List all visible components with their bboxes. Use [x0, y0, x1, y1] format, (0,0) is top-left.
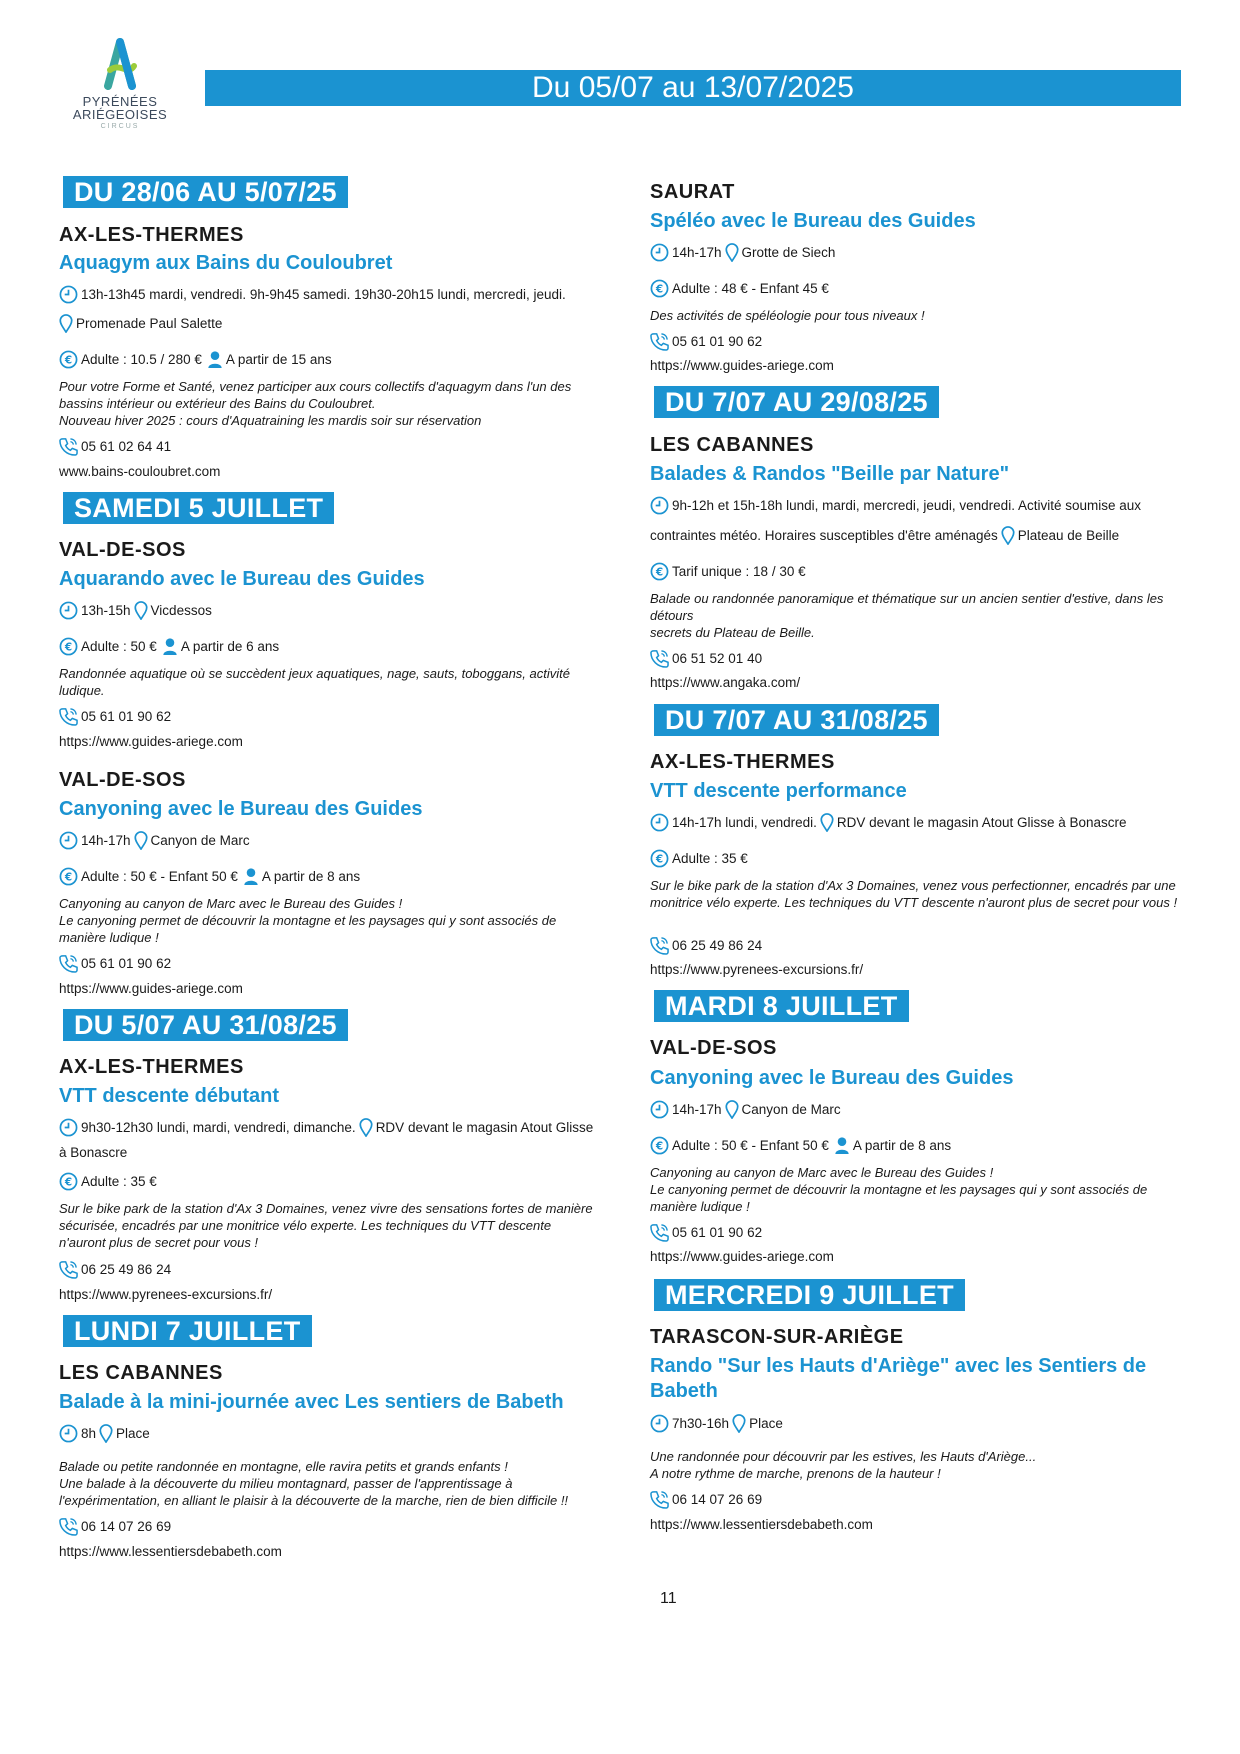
- event-title: Spéléo avec le Bureau des Guides: [650, 210, 976, 232]
- event-title: Aquagym aux Bains du Couloubret: [59, 252, 393, 274]
- logo-mark-icon: [98, 36, 142, 90]
- price-line: [59, 867, 360, 886]
- town-name: VAL-DE-SOS: [59, 539, 186, 561]
- event-description: Pour votre Forme et Santé, venez participer aux cours collectifs d'aquagym dans l'un des bassins intérieur ou extérieur des Bains du Couloubret. Nouveau hiver 2025 : cours d'Aquatraining les mardis soir sur réservation: [59, 379, 572, 428]
- logo-line2: ARIÉGEOISES: [72, 107, 168, 122]
- event-url[interactable]: https://www.lessentiersdebabeth.com: [59, 1544, 282, 1559]
- town-name: SAURAT: [650, 181, 735, 203]
- date-header: DU 7/07 AU 31/08/25: [654, 704, 939, 736]
- event-title: Rando "Sur les Hauts d'Ariège" avec les Sentiers de Babeth: [650, 1355, 1147, 1402]
- event-time: 14h-17h: [672, 244, 722, 260]
- clock-icon: [59, 1118, 78, 1137]
- event-url[interactable]: https://www.guides-ariege.com: [650, 358, 834, 373]
- clock-icon: [59, 601, 78, 620]
- time-place-line: [650, 526, 1119, 545]
- phone-line: [650, 1490, 762, 1509]
- location-pin-icon: [99, 1424, 113, 1443]
- phone-line: [59, 437, 171, 456]
- time-line: [650, 1100, 841, 1119]
- date-header: DU 28/06 AU 5/07/25: [63, 176, 348, 208]
- event-description: Canyoning au canyon de Marc avec le Bureau des Guides ! Le canyoning permet de découvrir la montagne et les paysages qui y sont associés de manière ludique !: [59, 896, 557, 945]
- phone-icon: [650, 1490, 669, 1509]
- time-line: [59, 601, 212, 620]
- time-line: [59, 831, 250, 850]
- event-title: Canyoning avec le Bureau des Guides: [59, 798, 423, 820]
- location-pin-icon: [134, 831, 148, 850]
- phone-icon: [650, 936, 669, 955]
- event-price: Adulte : 35 €: [672, 850, 748, 866]
- svg-text:€: €: [64, 1176, 73, 1189]
- event-description: Canyoning au canyon de Marc avec le Bureau des Guides ! Le canyoning permet de découvrir la montagne et les paysages qui y sont associés de manière ludique !: [650, 1165, 1148, 1214]
- event-phone: 06 14 07 26 69: [81, 1518, 172, 1534]
- phone-icon: [650, 1223, 669, 1242]
- event-phone: 05 61 02 64 41: [81, 438, 172, 454]
- town-name: AX-LES-THERMES: [59, 224, 244, 246]
- event-time: 14h-17h lundi, vendredi.: [672, 814, 817, 830]
- time-line: [650, 813, 1127, 832]
- event-time-continued: contraintes météo. Horaires susceptibles d'être aménagés: [650, 527, 998, 543]
- page-banner: Du 05/07 au 13/07/2025: [205, 70, 1181, 106]
- event-description: Sur le bike park de la station d'Ax 3 Domaines, venez vous perfectionner, encadrés par une monitrice vélo experte. Les techniques du VTT descente n'auront plus de secret pour vous !: [650, 878, 1178, 910]
- euro-icon: [59, 350, 78, 369]
- location-pin-icon: [59, 314, 73, 333]
- date-header: LUNDI 7 JUILLET: [63, 1315, 312, 1347]
- event-place: Grotte de Siech: [741, 244, 836, 260]
- location-pin-icon: [359, 1118, 373, 1137]
- event-time: 14h-17h: [672, 1101, 722, 1117]
- logo-line3: CIRCUS: [100, 123, 140, 130]
- logo: [60, 36, 180, 130]
- location-pin-icon: [1001, 526, 1015, 545]
- town-name: VAL-DE-SOS: [650, 1037, 777, 1059]
- phone-line: [650, 649, 762, 668]
- phone-icon: [59, 437, 78, 456]
- price-line: [650, 562, 806, 581]
- event-title: VTT descente performance: [650, 780, 907, 802]
- event-phone: 06 25 49 86 24: [81, 1261, 172, 1277]
- event-price: Adulte : 48 € - Enfant 45 €: [672, 280, 829, 296]
- phone-icon: [59, 1260, 78, 1279]
- event-phone: 06 14 07 26 69: [672, 1491, 763, 1507]
- price-line: [650, 279, 829, 298]
- event-price: Adulte : 50 €: [81, 638, 157, 654]
- person-icon: [243, 867, 259, 886]
- event-time: 7h30-16h: [672, 1415, 730, 1431]
- price-line: [650, 1136, 951, 1155]
- price-line: [59, 1172, 157, 1191]
- location-pin-icon: [725, 243, 739, 262]
- euro-icon: [59, 637, 78, 656]
- event-price: Tarif unique : 18 / 30 €: [672, 563, 806, 579]
- event-price: Adulte : 35 €: [81, 1173, 157, 1189]
- svg-text:€: €: [64, 641, 73, 654]
- euro-icon: [650, 1136, 669, 1155]
- event-time: 13h-15h: [81, 602, 131, 618]
- event-description: Balade ou randonnée panoramique et thématique sur un ancien sentier d'estive, dans les détours secrets du Plateau de Beille.: [650, 591, 1164, 640]
- place-line: [59, 314, 222, 333]
- event-place: Vicdessos: [150, 602, 212, 618]
- svg-text:€: €: [655, 283, 664, 296]
- event-description: Randonnée aquatique où se succèdent jeux aquatiques, nage, sauts, toboggans, activité ludique.: [59, 666, 570, 698]
- page-number: 11: [660, 1590, 677, 1607]
- event-url[interactable]: https://www.guides-ariege.com: [650, 1249, 834, 1264]
- clock-icon: [650, 813, 669, 832]
- phone-line: [59, 707, 171, 726]
- event-title: Balades & Randos "Beille par Nature": [650, 463, 1010, 485]
- event-url[interactable]: https://www.pyrenees-excursions.fr/: [59, 1287, 273, 1302]
- event-url[interactable]: https://www.angaka.com/: [650, 675, 801, 690]
- phone-line: [650, 936, 762, 955]
- phone-line: [59, 954, 171, 973]
- event-place: Canyon de Marc: [150, 832, 250, 848]
- clock-icon: [59, 1424, 78, 1443]
- event-phone: 06 25 49 86 24: [672, 937, 763, 953]
- event-time: 14h-17h: [81, 832, 131, 848]
- town-name: VAL-DE-SOS: [59, 769, 186, 791]
- phone-icon: [59, 954, 78, 973]
- event-title: Canyoning avec le Bureau des Guides: [650, 1067, 1014, 1089]
- person-icon: [207, 350, 223, 369]
- clock-icon: [650, 1414, 669, 1433]
- phone-line: [650, 332, 762, 351]
- date-header: DU 5/07 AU 31/08/25: [63, 1009, 348, 1041]
- event-age: A partir de 15 ans: [225, 351, 332, 367]
- event-url[interactable]: https://www.lessentiersdebabeth.com: [650, 1517, 873, 1532]
- event-phone: 05 61 01 90 62: [672, 333, 763, 349]
- town-name: AX-LES-THERMES: [59, 1056, 244, 1078]
- time-line: [59, 285, 566, 304]
- price-line: [59, 350, 332, 369]
- event-price: Adulte : 50 € - Enfant 50 €: [672, 1137, 829, 1153]
- event-title: Aquarando avec le Bureau des Guides: [59, 568, 425, 590]
- svg-text:€: €: [655, 853, 664, 866]
- event-place: Place: [116, 1425, 150, 1441]
- town-name: AX-LES-THERMES: [650, 751, 835, 773]
- event-time: 13h-13h45 mardi, vendredi. 9h-9h45 samedi. 19h30-20h15 lundi, mercredi, jeudi.: [81, 286, 566, 302]
- event-phone: 05 61 01 90 62: [81, 708, 172, 724]
- phone-icon: [650, 332, 669, 351]
- event-url[interactable]: https://www.pyrenees-excursions.fr/: [650, 962, 864, 977]
- event-description: Balade ou petite randonnée en montagne, elle ravira petits et grands enfants ! Une balade à la découverte du milieu montagnard, passer de l'apprentissage à l'expérimentation, en alliant le plaisir à la découverte de la marche, rien de bien difficile !!: [59, 1459, 569, 1508]
- location-pin-icon: [725, 1100, 739, 1119]
- clock-icon: [650, 1100, 669, 1119]
- event-price: Adulte : 10.5 / 280 €: [81, 351, 202, 367]
- event-place: Promenade Paul Salette: [76, 315, 223, 331]
- event-age: A partir de 6 ans: [180, 638, 280, 654]
- phone-icon: [59, 1517, 78, 1536]
- event-title: Balade à la mini-journée avec Les sentiers de Babeth: [59, 1391, 564, 1413]
- time-line: [650, 496, 1141, 515]
- price-line: [59, 637, 279, 656]
- time-line: [59, 1424, 150, 1443]
- event-place: Canyon de Marc: [741, 1101, 841, 1117]
- event-age: A partir de 8 ans: [852, 1137, 952, 1153]
- event-place: Place: [749, 1415, 783, 1431]
- euro-icon: [650, 562, 669, 581]
- clock-icon: [59, 285, 78, 304]
- event-url[interactable]: www.bains-couloubret.com: [59, 464, 221, 479]
- phone-line: [650, 1223, 762, 1242]
- time-line: [59, 1118, 593, 1137]
- event-price: Adulte : 50 € - Enfant 50 €: [81, 868, 238, 884]
- time-line: [650, 1414, 783, 1433]
- event-age: A partir de 8 ans: [261, 868, 361, 884]
- event-place-continued: à Bonascre: [59, 1145, 128, 1160]
- event-title: VTT descente débutant: [59, 1085, 280, 1107]
- svg-text:€: €: [64, 871, 73, 884]
- event-place: Plateau de Beille: [1017, 527, 1120, 543]
- event-phone: 06 51 52 01 40: [672, 650, 763, 666]
- location-pin-icon: [134, 601, 148, 620]
- date-header: MARDI 8 JUILLET: [654, 990, 909, 1022]
- date-header: MERCREDI 9 JUILLET: [654, 1279, 965, 1311]
- euro-icon: [59, 867, 78, 886]
- euro-icon: [650, 849, 669, 868]
- event-time: 8h: [81, 1425, 97, 1441]
- phone-icon: [650, 649, 669, 668]
- event-url[interactable]: https://www.guides-ariege.com: [59, 734, 243, 749]
- town-name: LES CABANNES: [650, 434, 814, 456]
- time-line: [650, 243, 835, 262]
- person-icon: [834, 1136, 850, 1155]
- svg-text:€: €: [655, 566, 664, 579]
- clock-icon: [650, 496, 669, 515]
- location-pin-icon: [820, 813, 834, 832]
- phone-icon: [59, 707, 78, 726]
- event-description: Une randonnée pour découvrir par les estives, les Hauts d'Ariège... A notre rythme de marche, prenons de la hauteur !: [650, 1449, 1037, 1481]
- euro-icon: [650, 279, 669, 298]
- event-phone: 05 61 01 90 62: [672, 1224, 763, 1240]
- event-time: 9h30-12h30 lundi, mardi, vendredi, dimanche.: [81, 1119, 356, 1135]
- svg-text:€: €: [64, 354, 73, 367]
- event-phone: 05 61 01 90 62: [81, 955, 172, 971]
- euro-icon: [59, 1172, 78, 1191]
- event-url[interactable]: https://www.guides-ariege.com: [59, 981, 243, 996]
- date-header: SAMEDI 5 JUILLET: [63, 492, 334, 524]
- town-name: TARASCON-SUR-ARIÈGE: [650, 1326, 904, 1348]
- event-time: 9h-12h et 15h-18h lundi, mardi, mercredi, jeudi, vendredi. Activité soumise aux: [672, 497, 1141, 513]
- phone-line: [59, 1517, 171, 1536]
- town-name: LES CABANNES: [59, 1362, 223, 1384]
- person-icon: [162, 637, 178, 656]
- event-description: Des activités de spéléologie pour tous niveaux !: [650, 308, 925, 323]
- clock-icon: [59, 831, 78, 850]
- clock-icon: [650, 243, 669, 262]
- logo-line1: PYRÉNÉES: [82, 94, 158, 109]
- location-pin-icon: [732, 1414, 746, 1433]
- date-header: DU 7/07 AU 29/08/25: [654, 386, 939, 418]
- price-line: [650, 849, 748, 868]
- event-place: RDV devant le magasin Atout Glisse: [375, 1119, 594, 1135]
- event-place: RDV devant le magasin Atout Glisse à Bonascre: [836, 814, 1127, 830]
- svg-text:€: €: [655, 1140, 664, 1153]
- event-description: Sur le bike park de la station d'Ax 3 Domaines, venez vivre des sensations fortes de manière sécurisée, encadrés par une monitrice vélo experte. Les techniques du VTT descente n'auront plus de secret pour vous !: [59, 1201, 593, 1250]
- phone-line: [59, 1260, 171, 1279]
